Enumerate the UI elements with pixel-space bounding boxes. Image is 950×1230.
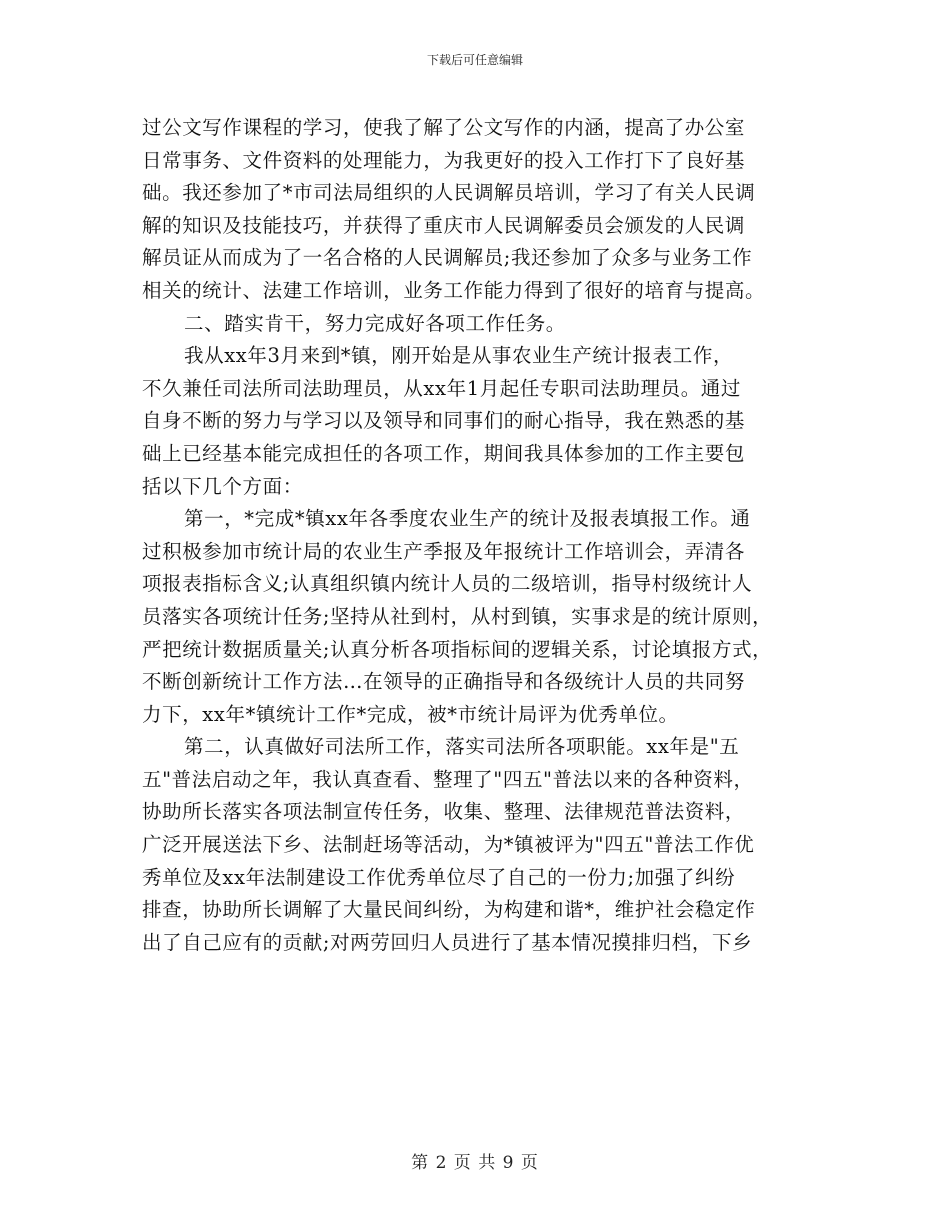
text-line: 础上已经基本能完成担任的各项工作，期间我具体参加的工作主要包 (142, 441, 746, 465)
text-line: 严把统计数据质量关;认真分析各项指标间的逻辑关系，讨论填报方式， (142, 637, 773, 661)
text-line: 五"普法启动之年，我认真查看、整理了"四五"普法以来的各种资料， (142, 767, 754, 791)
paragraph-start: 第二，认真做好司法所工作，落实司法所各项职能。xx年是"五 (184, 735, 740, 759)
text-line: 过积极参加市统计局的农业生产季报及年报统计工作培训会，弄清各 (142, 539, 746, 563)
text-line: 协助所长落实各项法制宣传任务，收集、整理、法律规范普法资料， (142, 800, 746, 824)
text-line: 不久兼任司法所司法助理员，从xx年1月起任专职司法助理员。通过 (142, 376, 742, 400)
page-number-footer: 第 2 页 共 9 页 (411, 1153, 539, 1173)
page-header: 下载后可任意编辑 (426, 53, 523, 67)
text-line: 解的知识及技能技巧，并获得了重庆市人民调解委员会颁发的人民调 (142, 213, 746, 237)
text-line: 项报表指标含义;认真组织镇内统计人员的二级培训，指导村级统计人 (142, 572, 753, 596)
text-line: 括以下几个方面： (142, 474, 303, 498)
text-line: 解员证从而成为了一名合格的人民调解员;我还参加了众多与业务工作 (142, 246, 753, 270)
document-body (142, 112, 817, 959)
section-heading: 二、踏实肯干，努力完成好各项工作任务。 (184, 311, 566, 335)
text-line: 排查，协助所长调解了大量民间纠纷，为构建和谐*，维护社会稳定作 (142, 898, 756, 922)
text-line: 广泛开展送法下乡、法制赶场等活动，为*镇被评为"四五"普法工作优 (142, 833, 755, 857)
text-line: 员落实各项统计任务;坚持从社到村，从村到镇，实事求是的统计原则， (142, 604, 773, 628)
paragraph-start: 第一，*完成*镇xx年各季度农业生产的统计及报表填报工作。通 (184, 507, 751, 531)
text-line: 日常事务、文件资料的处理能力，为我更好的投入工作打下了良好基 (142, 148, 746, 172)
text-line: 力下，xx年*镇统计工作*完成，被*市统计局评为优秀单位。 (142, 702, 679, 726)
text-line: 础。我还参加了*市司法局组织的人民调解员培训，学习了有关人民调 (142, 181, 756, 205)
text-line: 出了自己应有的贡献;对两劳回归人员进行了基本情况摸排归档，下乡 (142, 930, 753, 954)
text-line: 自身不断的努力与学习以及领导和同事们的耐心指导，我在熟悉的基 (142, 409, 746, 433)
text-line: 不断创新统计工作方法…在领导的正确指导和各级统计人员的共同努 (142, 670, 746, 694)
text-line: 秀单位及xx年法制建设工作优秀单位尽了自己的一份力;加强了纠纷 (142, 865, 736, 889)
paragraph-start: 我从xx年3月来到*镇，刚开始是从事农业生产统计报表工作， (184, 344, 734, 368)
text-line: 相关的统计、法建工作培训，业务工作能力得到了很好的培育与提高。 (142, 278, 766, 302)
text-line: 过公文写作课程的学习，使我了解了公文写作的内涵，提高了办公室 (142, 116, 746, 139)
